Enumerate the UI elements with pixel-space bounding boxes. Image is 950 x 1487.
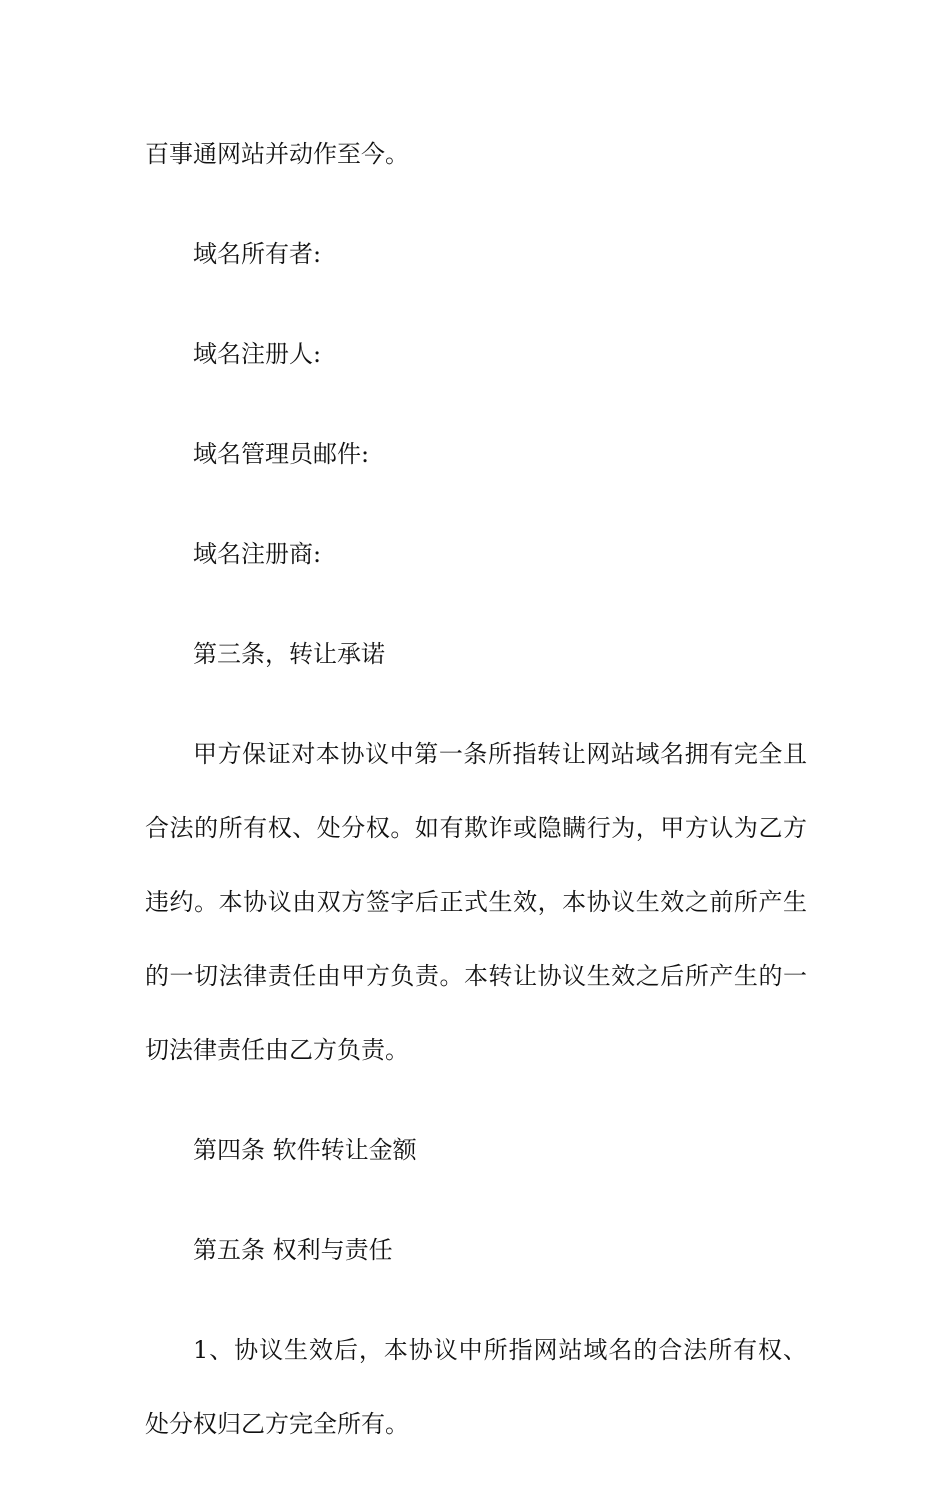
section-heading-article-3: 第三条，转让承诺 xyxy=(193,640,385,668)
paragraph-domain-registrant: 域名注册人: xyxy=(193,340,322,368)
paragraph-domain-admin-email: 域名管理员邮件: xyxy=(193,440,370,468)
section-heading-article-4: 第四条 软件转让金额 xyxy=(193,1136,417,1164)
paragraph-rights-item-1: 1、协议生效后，本协议中所指网站域名的合法所有权、处分权归乙方完全所有。 xyxy=(145,1336,807,1438)
paragraph-continuation: 百事通网站并动作至今。 xyxy=(145,140,409,168)
paragraph-domain-owner: 域名所有者: xyxy=(193,240,322,268)
paragraph-transfer-commitment: 甲方保证对本协议中第一条所指转让网站域名拥有完全且合法的所有权、处分权。如有欺诈或隐瞒行为，甲方认为乙方违约。本协议由双方签字后正式生效，本协议生效之前所产生的一切法律责任由甲方负责。本转让协议生效之后所产生的一切法律责任由乙方负责。 xyxy=(145,740,807,1064)
paragraph-domain-registrar: 域名注册商: xyxy=(193,540,322,568)
document-body xyxy=(145,130,807,1487)
section-heading-article-5: 第五条 权利与责任 xyxy=(193,1236,393,1264)
